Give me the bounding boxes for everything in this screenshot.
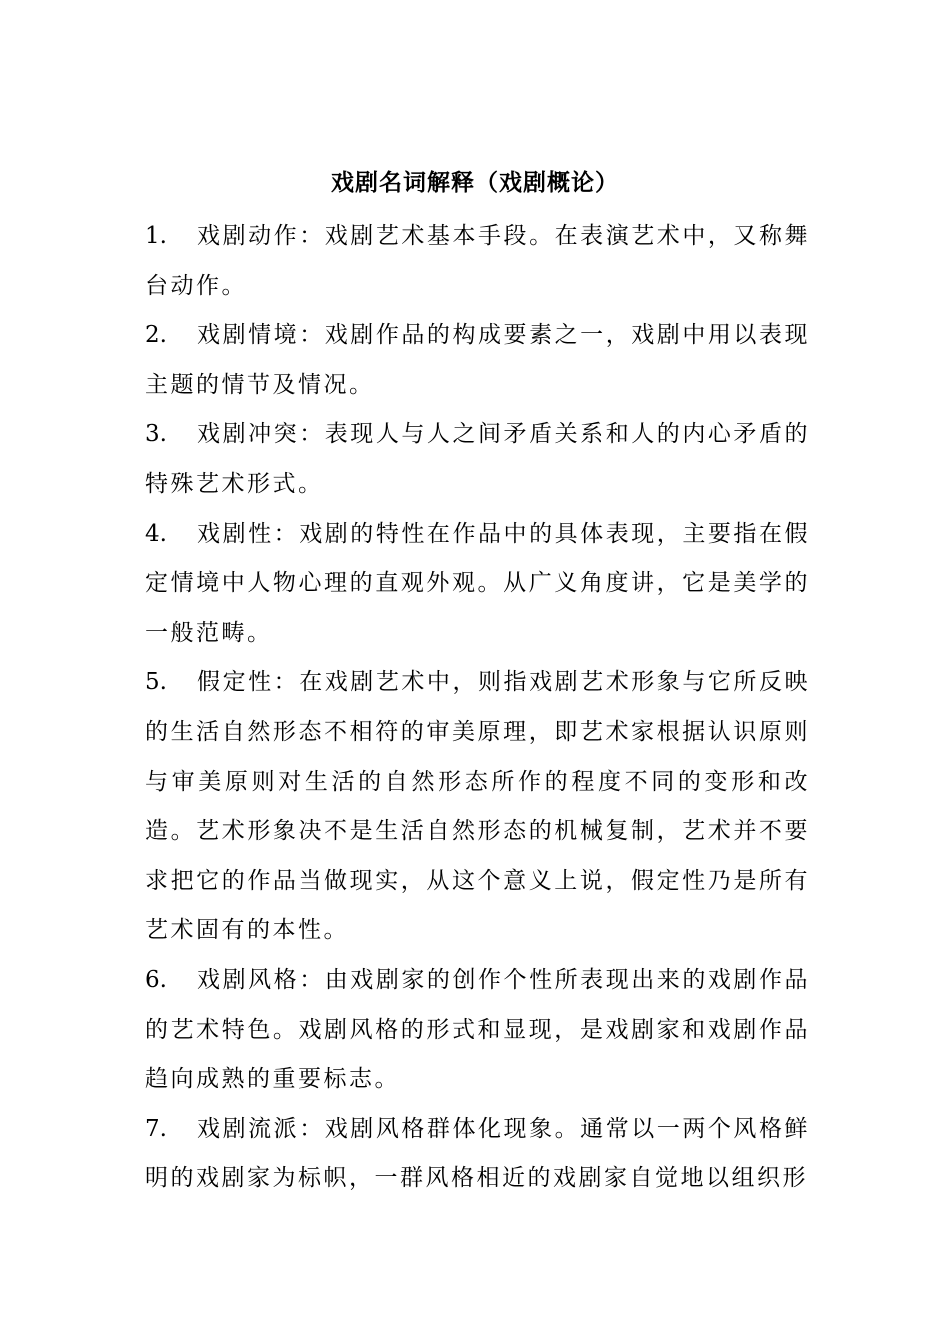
definition-list — [145, 212, 810, 1204]
entry-number: 5. — [145, 669, 167, 696]
entry-text: 戏剧冲突：表现人与人之间矛盾关系和人的内心矛盾的特殊艺术形式。 — [145, 421, 810, 497]
entry-text: 戏剧风格：由戏剧家的创作个性所表现出来的戏剧作品的艺术特色。戏剧风格的形式和显现，是戏剧家和戏剧作品趋向成熟的重要标志。 — [145, 966, 810, 1093]
definition-entry-4 — [145, 510, 810, 659]
definition-entry-3 — [145, 410, 810, 509]
entry-text: 假定性：在戏剧艺术中，则指戏剧艺术形象与它所反映的生活自然形态不相符的审美原理，即艺术家根据认识原则与审美原则对生活的自然形态所作的程度不同的变形和改造。艺术形象决不是生活自然形态的机械复制，艺术并不要求把它的作品当做现实，从这个意义上说，假定性乃是所有艺术固有的本性。 — [145, 669, 810, 944]
entry-number: 1. — [145, 223, 167, 249]
entry-text: 戏剧性：戏剧的特性在作品中的具体表现，主要指在假定情境中人物心理的直观外观。从广义角度讲，它是美学的一般范畴。 — [145, 520, 810, 646]
definition-entry-7 — [145, 1105, 810, 1204]
entry-number: 2. — [145, 322, 167, 349]
definition-entry-5 — [145, 658, 810, 956]
entry-number: 6. — [145, 966, 167, 993]
entry-number: 4. — [145, 520, 167, 547]
entry-number: 3. — [145, 421, 167, 448]
definition-entry-6 — [145, 956, 810, 1105]
definition-entry-2 — [145, 311, 810, 410]
document-title: 戏剧名词解释（戏剧概论） — [331, 170, 619, 196]
definition-entry-1 — [145, 212, 810, 311]
entry-number: 7. — [145, 1115, 167, 1142]
entry-text: 戏剧动作：戏剧艺术基本手段。在表演艺术中，又称舞台动作。 — [145, 223, 810, 299]
entry-text: 戏剧情境：戏剧作品的构成要素之一，戏剧中用以表现主题的情节及情况。 — [145, 322, 810, 398]
entry-text: 戏剧流派：戏剧风格群体化现象。通常以一两个风格鲜明的戏剧家为标帜，一群风格相近的戏剧家自觉地以组织形 — [145, 1115, 810, 1192]
